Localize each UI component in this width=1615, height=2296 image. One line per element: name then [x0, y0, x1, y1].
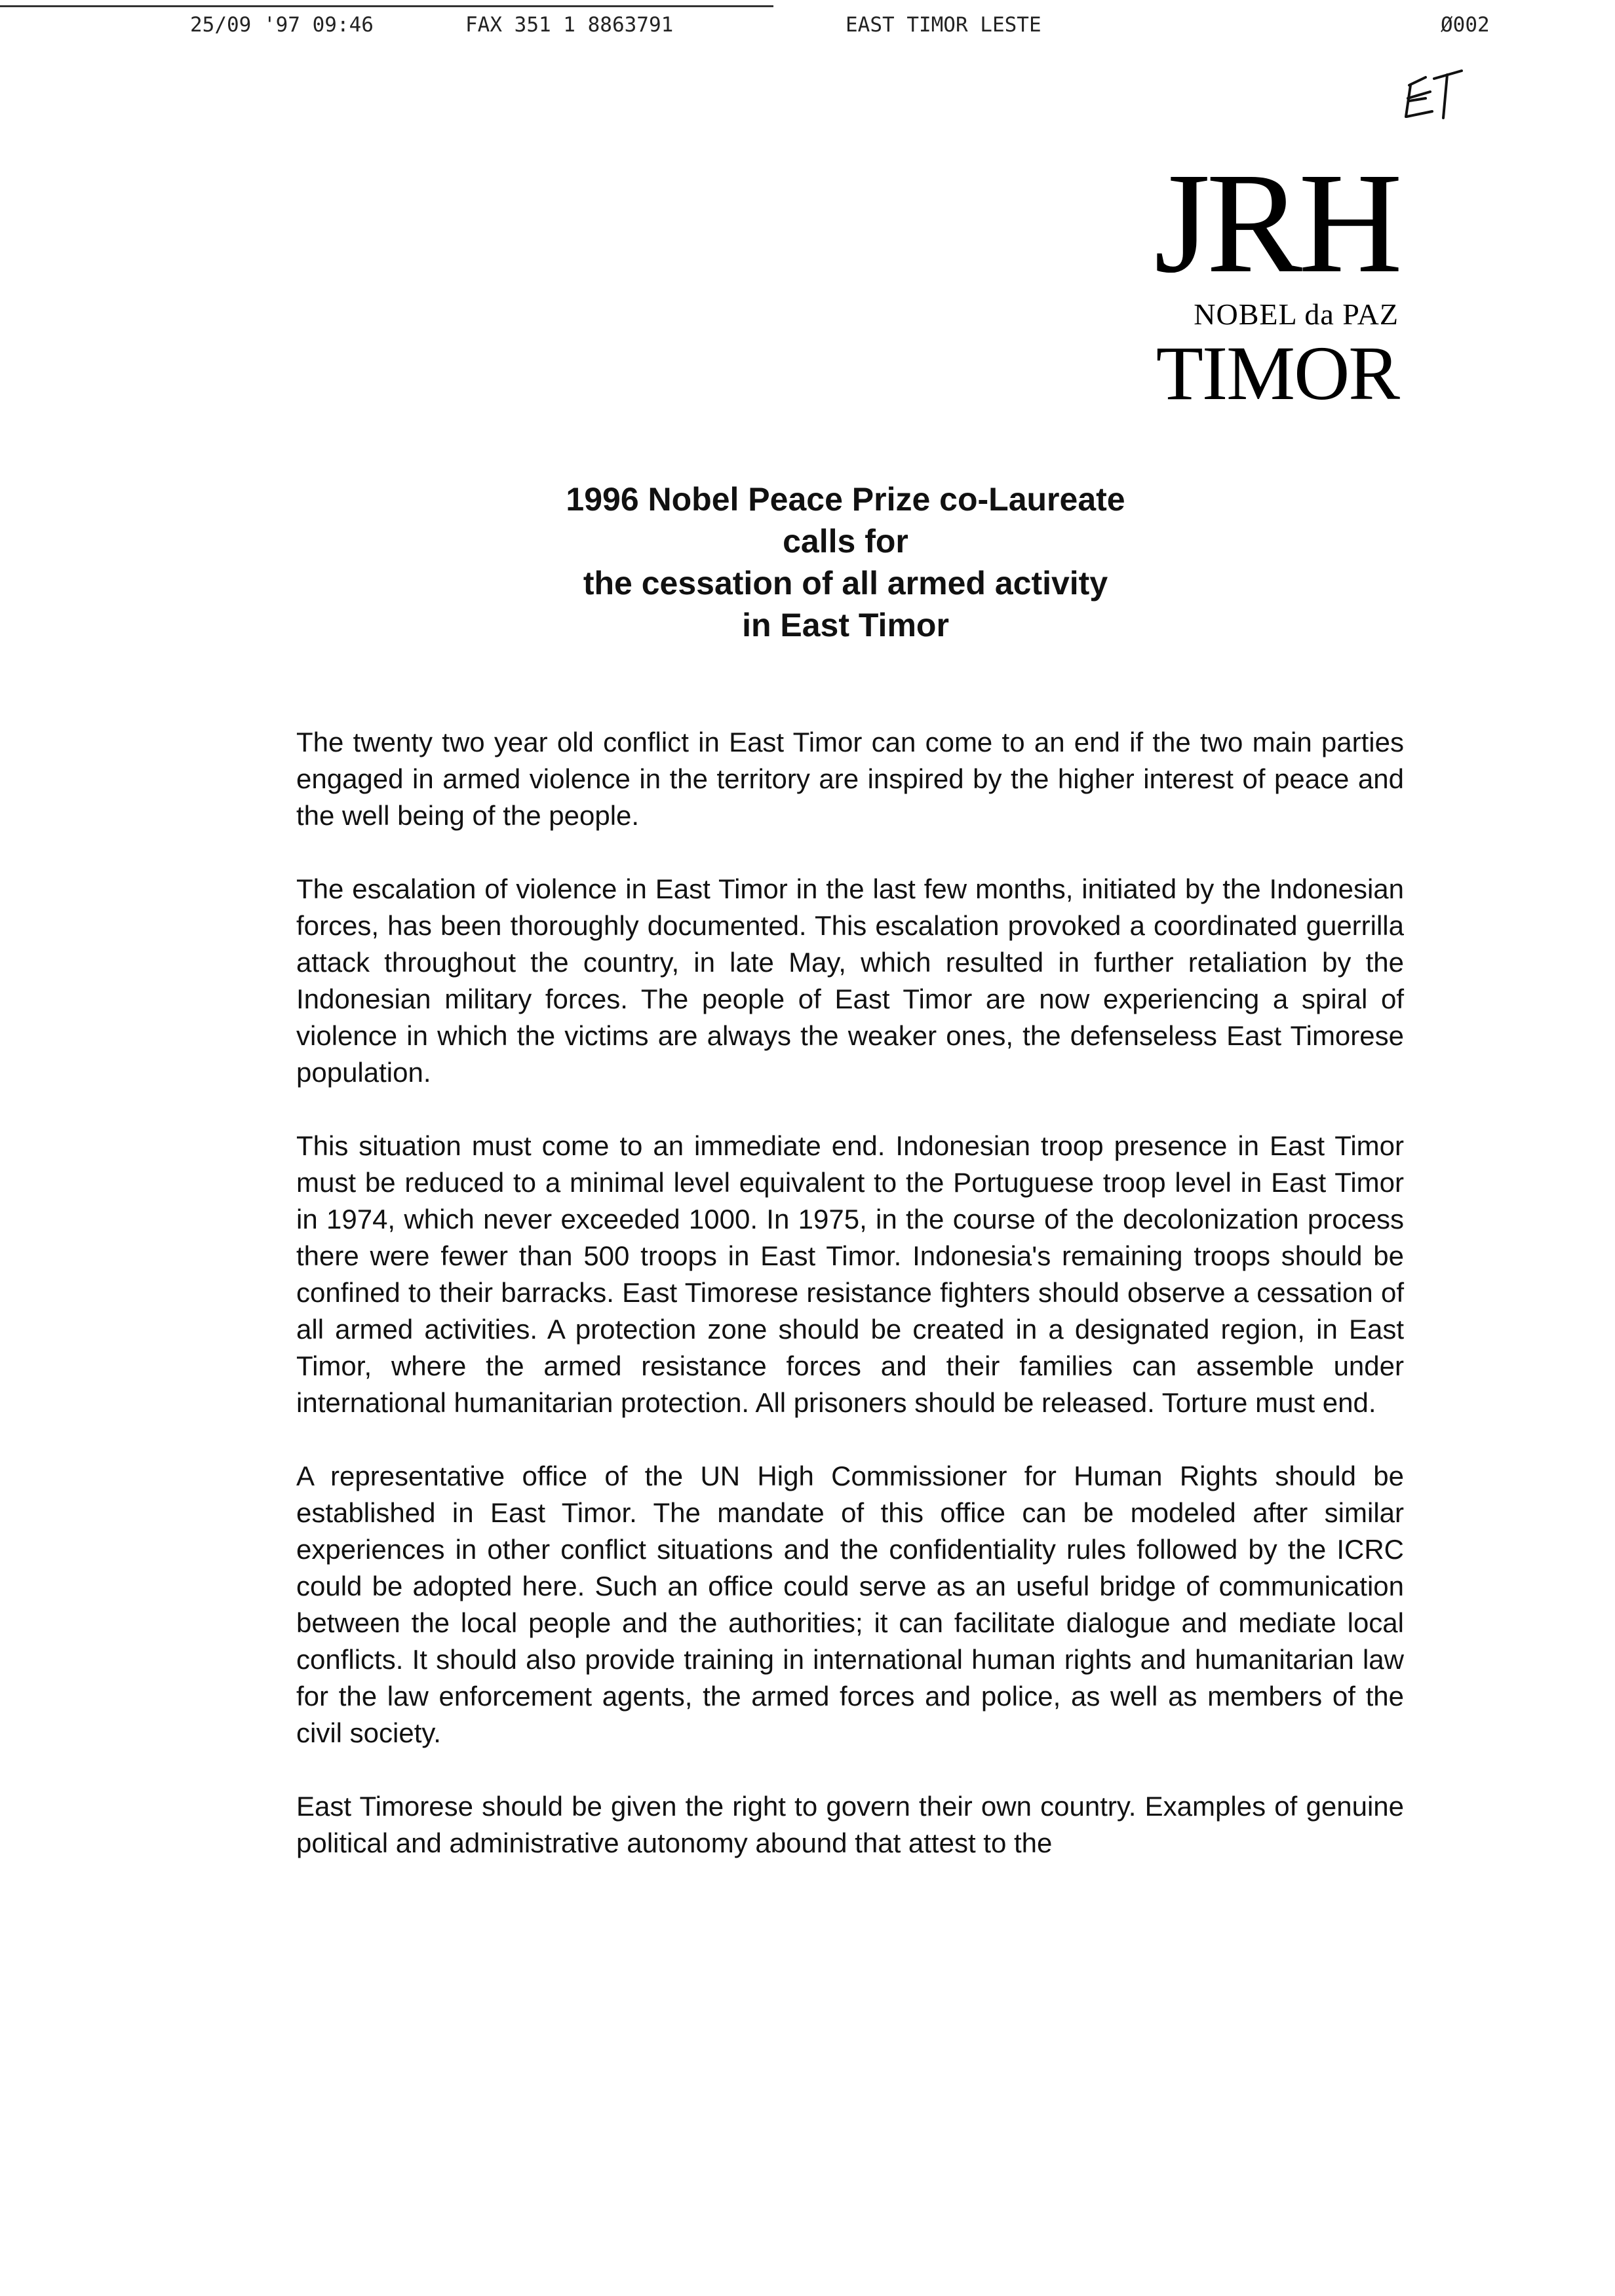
fax-date-time: 25/09 '97 09:46 — [190, 13, 374, 37]
fax-subject: EAST TIMOR LESTE — [846, 13, 1041, 37]
title-line: 1996 Nobel Peace Prize co-Laureate — [566, 481, 1125, 518]
document-title — [459, 478, 1232, 646]
title-line: in East Timor — [742, 607, 949, 643]
document-body — [296, 724, 1404, 1862]
logo-tagline: NOBEL da PAZ — [1194, 297, 1399, 331]
body-paragraph: This situation must come to an immediate end. Indonesian troop presence in East Timor must be reduced to a minimal level equivalent to the Portuguese troop level in East Timor in 1974, which never exceeded 1000. In 1975, in the course of the decolonization process there were fewer than 500 troops in East Timor. Indonesia's remaining troops should be confined to their barracks. East Timorese resistance fighters should observe a cessation of all armed activities. A protection zone should be created in a designated region, in East Timor, where the armed resistance forces and their families can assemble under international humanitarian protection. All prisoners should be released. Torture must end. — [296, 1130, 1404, 1418]
handwritten-initials-mark — [1396, 66, 1468, 124]
fax-header — [0, 9, 1615, 42]
fax-number: FAX 351 1 8863791 — [465, 13, 674, 37]
title-line: calls for — [783, 523, 908, 560]
body-paragraph: The twenty two year old conflict in East Timor can come to an end if the two main parties engaged in armed violence in the territory are inspired by the higher interest of peace and the well being of the people. — [296, 727, 1404, 831]
jrh-logo — [1154, 143, 1399, 416]
fax-header-rule — [0, 5, 773, 7]
body-paragraph: East Timorese should be given the right to govern their own country. Examples of genuine political and administrative autonomy abound that attest to the — [296, 1791, 1404, 1858]
title-line: the cessation of all armed activity — [583, 565, 1108, 602]
body-paragraph: A representative office of the UN High Commissioner for Human Rights should be established in East Timor. The mandate of this office can be modeled after similar experiences in other conflict situations and the confidentiality rules followed by the ICRC could be adopted here. Such an office could serve as an useful bridge of communication between the local people and the authorities; it can facilitate dialogue and mediate local conflicts. It should also provide training in international human rights and humanitarian law for the law enforcement agents, the armed forces and police, as well as members of the civil society. — [296, 1461, 1404, 1748]
logo-initials: JRH — [1154, 143, 1399, 303]
body-paragraph: The escalation of violence in East Timor in the last few months, initiated by the Indonesian forces, has been thoroughly documented. This escalation provoked a coordinated guerrilla attack throughout the country, in late May, which resulted in further retaliation by the Indonesian military forces. The people of East Timor are now experiencing a spiral of violence in which the victims are always the weaker ones, the defenseless East Timorese population. — [296, 873, 1404, 1088]
fax-page-number: Ø002 — [1441, 13, 1490, 37]
logo-place: TIMOR — [1156, 330, 1399, 416]
